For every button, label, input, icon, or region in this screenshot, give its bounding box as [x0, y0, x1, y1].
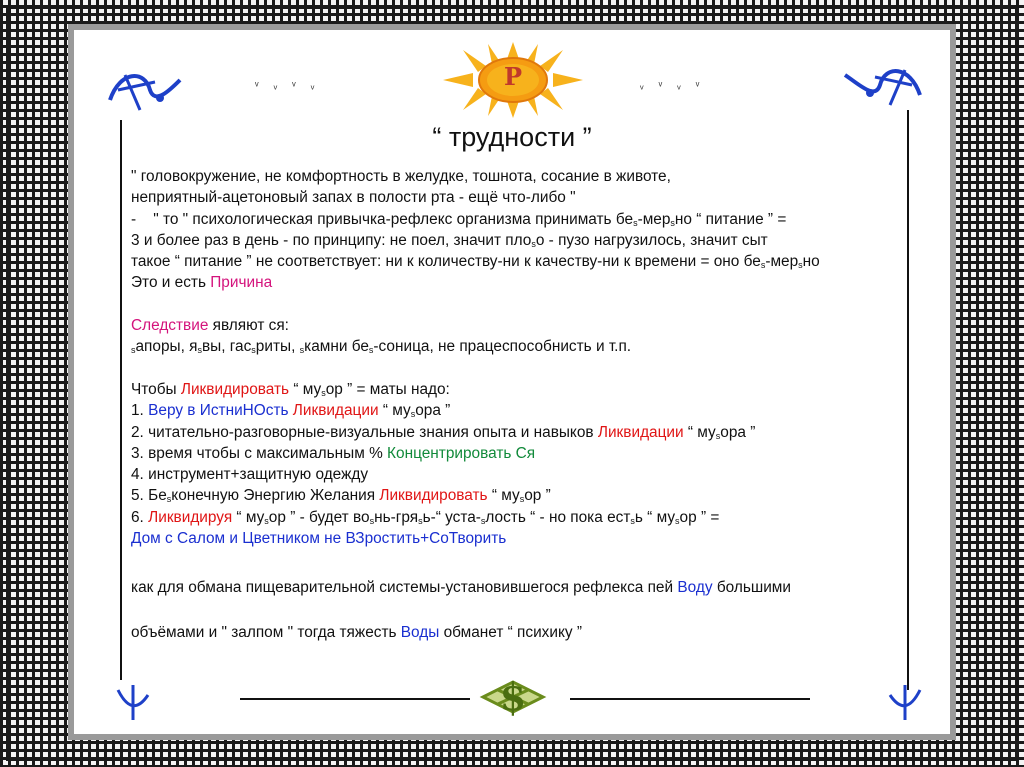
frame-shadow-bottom — [68, 734, 956, 740]
corner-ornament-top-left-icon — [100, 60, 190, 120]
sun-emblem-letter: P — [503, 62, 523, 91]
text-line: 4. инструмент+защитную одежду — [131, 466, 369, 484]
slide-title: “ трудности ” — [432, 122, 592, 152]
text-line: 3. время чтобы с максимальным % Концентрировать Ся — [131, 444, 536, 462]
frame-line-bottom-left — [240, 698, 470, 700]
birds-decoration-right: ᵥ ᵛ ᵥ ᵛ — [640, 80, 706, 92]
frame-line-left — [120, 120, 122, 680]
text-line: как для обмана пищеварительной системы-установившегося рефлекса пей Воду большими — [131, 578, 791, 596]
text-line: такое “ питание ” не соответствует: ни к количеству-ни к качеству-ни к времени = оно $бе_s-мер_sно$ — [131, 253, 820, 271]
text-line: " головокружение, не комфортность в желудке, тошнота, сосание в животе, — [131, 168, 671, 185]
text-line: 1. Веру в ИстниНОсть Ликвидации “ $му_sора$ ” — [131, 402, 451, 420]
text-line: 2. читательно-разговорные-визуальные знания опыта и навыков Ликвидации “ $му_sора$ ” — [131, 423, 756, 441]
text-line: - " то " психологическая привычка-рефлекс организма принимать $бе_s-мер_sно$ “ питание ” = — [131, 210, 787, 228]
text-line: $_s$апоры, $я_sвы$, гас$_s$риты, $_s$камни $бе_s$-соница, не працеспособнисть и т.п. — [131, 338, 632, 356]
dollar-ornament-icon — [478, 662, 548, 732]
corner-ornament-top-right-icon — [830, 55, 930, 115]
slide-body — [131, 166, 911, 644]
text-line: Следствие являют ся: — [131, 317, 289, 335]
frame-line-bottom-right — [570, 698, 810, 700]
text-line: Дом с Салом и Цветником не ВЗростить+СоТворить — [131, 530, 507, 548]
corner-ornament-bottom-left-icon — [108, 680, 168, 730]
text-line: неприятный-ацетоновый запах в полости рта - ещё что-либо " — [131, 189, 576, 207]
svg-text:$: $ — [499, 674, 527, 719]
corner-ornament-bottom-right-icon — [870, 680, 930, 730]
text-line: объёмами и " залпом " тогда тяжесть Воды обманет “ психику ” — [131, 624, 582, 642]
birds-decoration-left: ᵛ ᵥ ᵛ ᵥ — [255, 80, 321, 92]
text-line: 5. $Бе_sконечную$ Энергию Желания Ликвидировать “ $му_sор$ ” — [131, 487, 551, 505]
text-line: 3 и более раз в день - по принципу: не поел, значит пло$_s$о - пузо нагрузилось, значит сыт — [131, 231, 768, 249]
text-line: Это и есть Причина — [131, 274, 273, 292]
text-line: 6. Ликвидируя “ $му_sор$ ” - будет $во_sнь-гря_sь-“$ уста-$_sлость$ “ - но пока ест$_s$ь “ $му_sор$ ” = — [131, 508, 720, 526]
text-line: Чтобы Ликвидировать “ $му_sор$ ” = маты надо: — [131, 380, 450, 398]
